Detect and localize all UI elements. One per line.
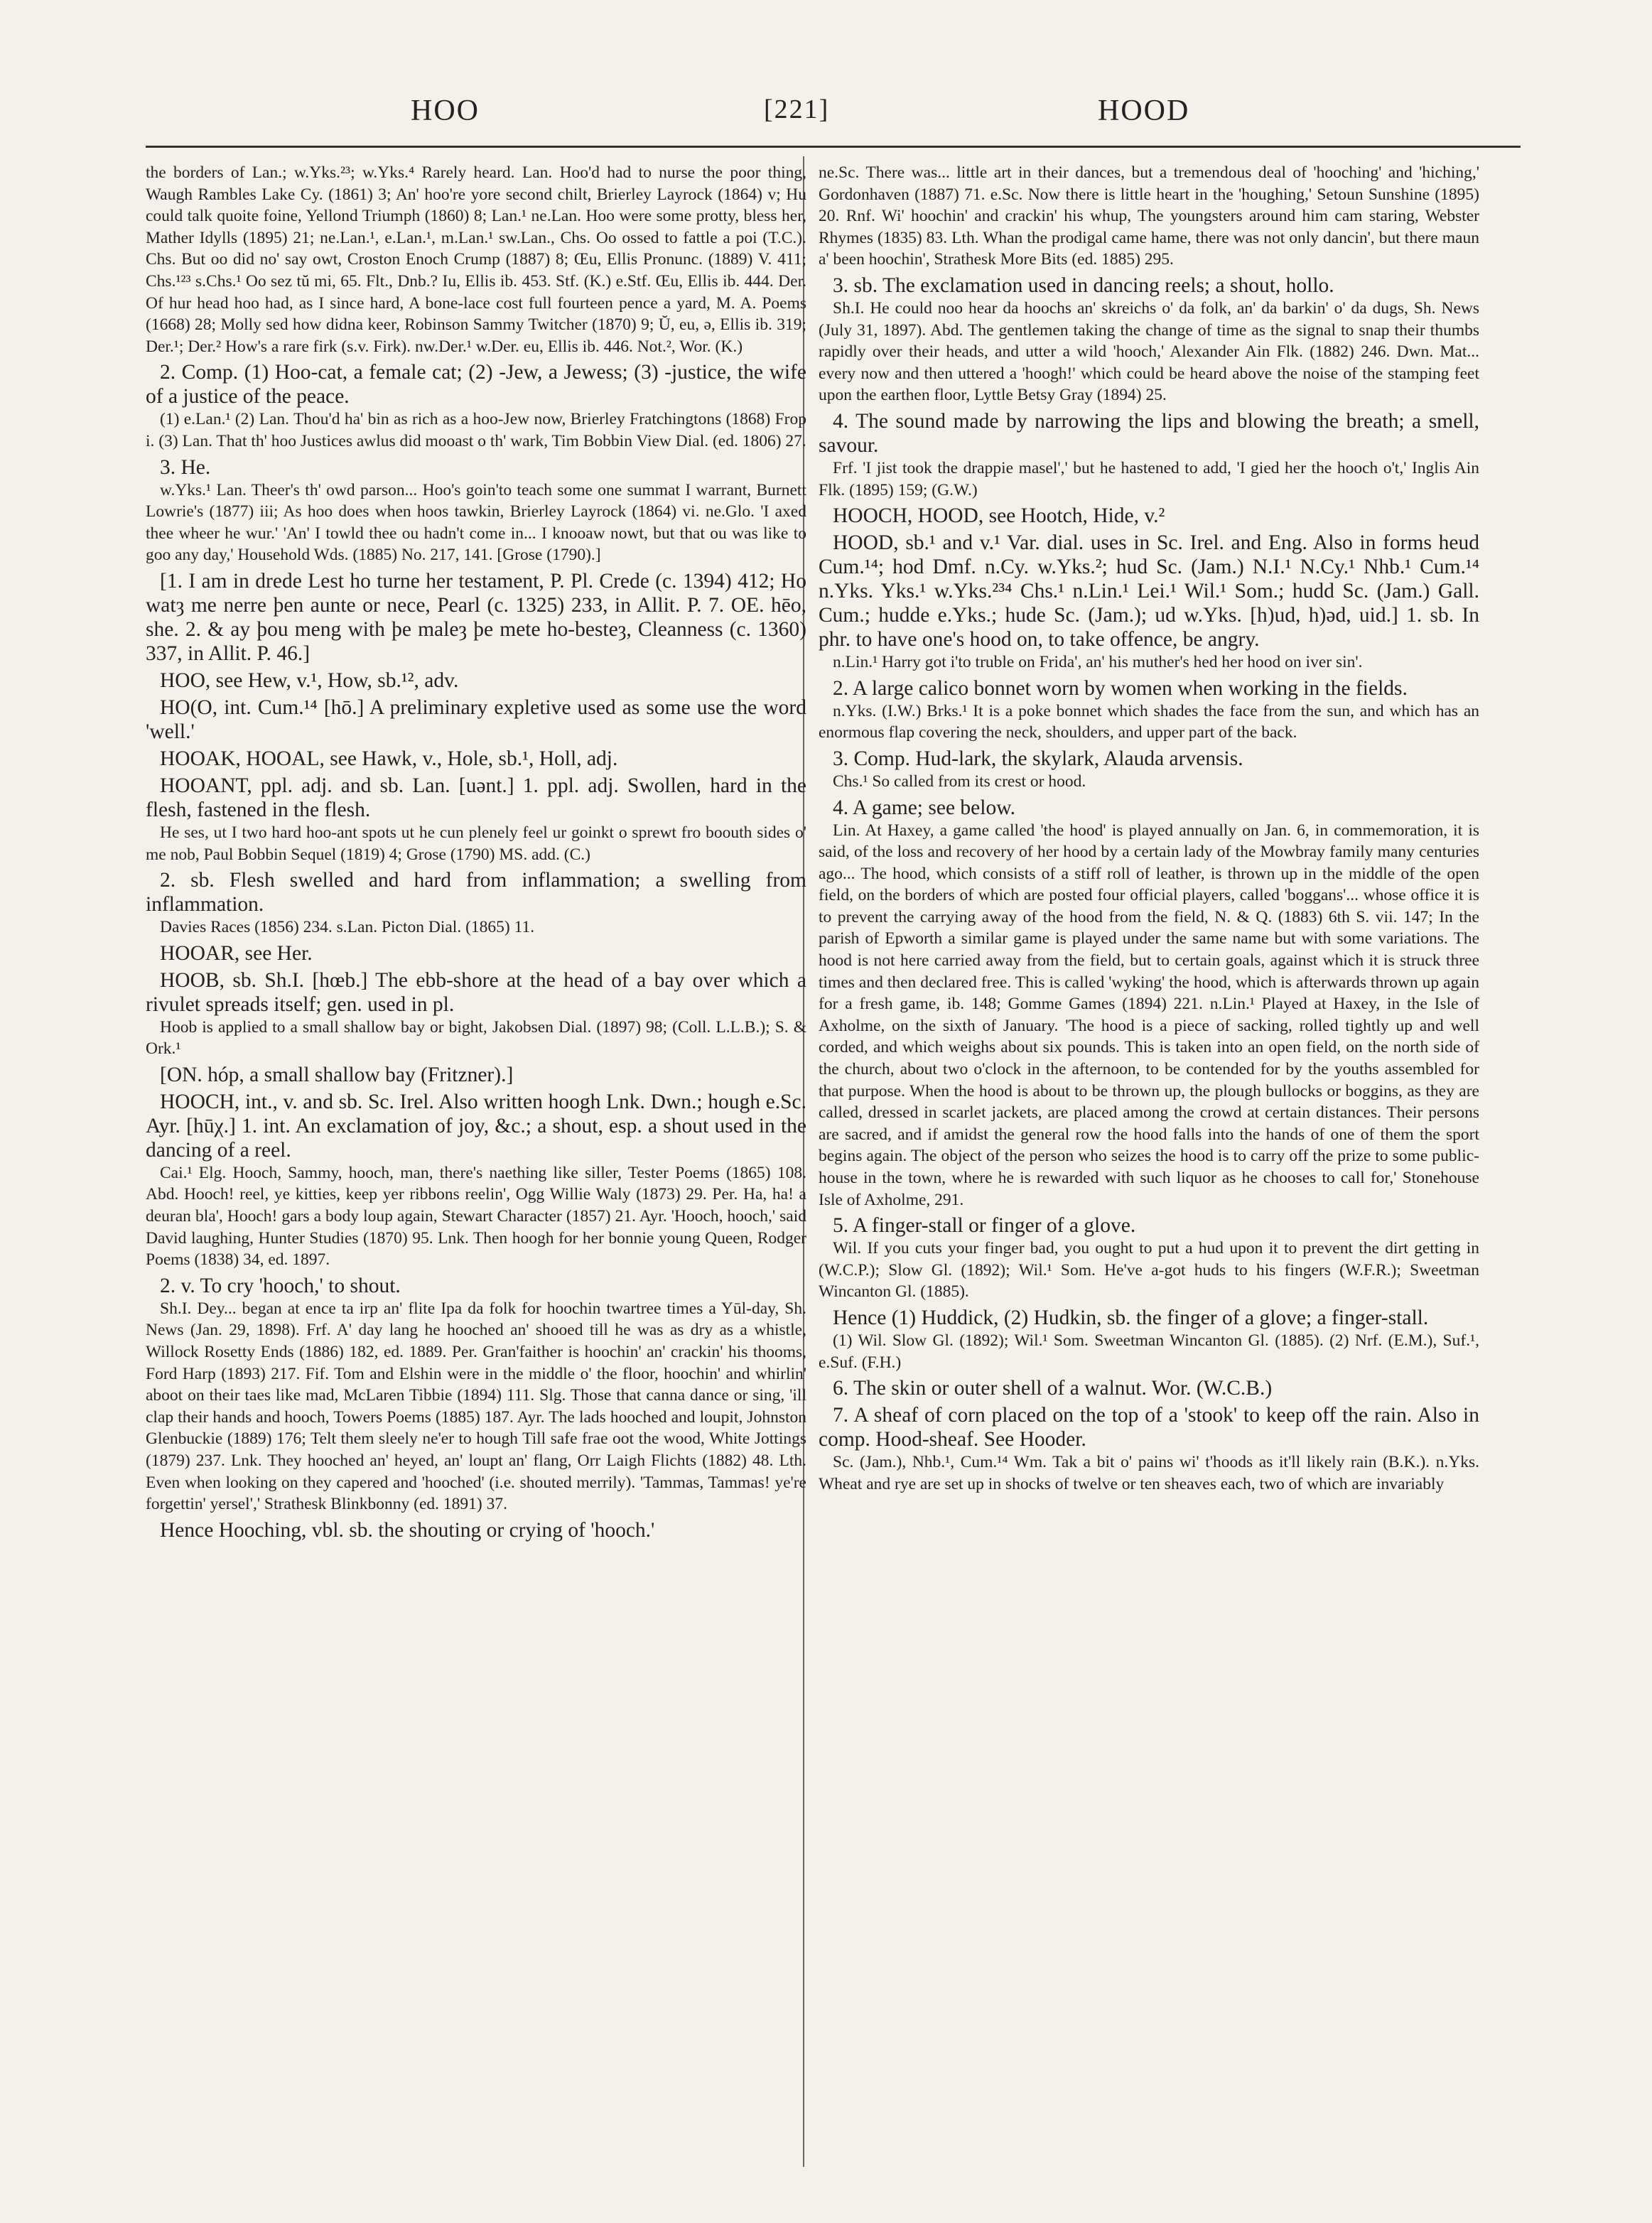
- entry-paragraph: HOO, see Hew, v.¹, How, sb.¹², adv.: [160, 669, 459, 692]
- entry-paragraph: 2. sb. Flesh swelled and hard from inflammation; a swelling from inflammation.: [146, 869, 806, 916]
- entry-paragraph: 3. sb. The exclamation used in dancing reels; a shout, hollo.: [833, 274, 1334, 297]
- entry-paragraph: 7. A sheaf of corn placed on the top of a 'stook' to keep off the rain. Also in comp. Hood-sheaf. See Hooder.: [819, 1404, 1479, 1451]
- entry-paragraph: 6. The skin or outer shell of a walnut. Wor. (W.C.B.): [833, 1377, 1273, 1400]
- entry-paragraph: 3. He.: [160, 455, 211, 479]
- citation-paragraph: Hoob is applied to a small shallow bay or bight, Jakobsen Dial. (1897) 98; (Coll. L.L.B.); S. & Ork.¹: [146, 1017, 806, 1059]
- citation-paragraph: Cai.¹ Elg. Hooch, Sammy, hooch, man, there's naething like siller, Tester Poems (1865) 108. Abd. Hooch! reel, ye kitties, keep yer ribbons reelin', Ogg Willie Waly (1873) 29. Per. Ha, ha! a deuran bla', Hooch! gars a body loup again, Stewart Character (1857) 21. Ayr. 'Hooch, hooch,' said David laughing, Hunter Studies (1870) 95. Lnk. Then hoogh for her bonnie young Queen, Rodger Poems (1838) 34, ed. 1897.: [146, 1163, 806, 1270]
- entry-paragraph: Hence (1) Huddick, (2) Hudkin, sb. the finger of a glove; a finger-stall.: [833, 1306, 1429, 1329]
- entry-paragraph: 2. Comp. (1) Hoo-cat, a female cat; (2) -Jew, a Jewess; (3) -justice, the wife of a justice of the peace.: [146, 361, 806, 409]
- entry-paragraph: 2. A large calico bonnet worn by women when working in the fields.: [833, 676, 1408, 700]
- citation-paragraph: (1) Wil. Slow Gl. (1892); Wil.¹ Som. Sweetman Wincanton Gl. (1885). (2) Nrf. (E.M.), Suf.¹, e.Suf. (F.H.): [819, 1331, 1479, 1372]
- citation-paragraph: n.Yks. (I.W.) Brks.¹ It is a poke bonnet which shades the face from the sun, and which has an enormous flap covering the neck, shoulders, and upper part of the back.: [819, 701, 1479, 742]
- citation-paragraph: He ses, ut I two hard hoo-ant spots ut he cun plenely feel ur goinkt o sprewt fro boouth sides o' me nob, Paul Bobbin Sequel (1819) 4; Grose (1790) MS. add. (C.): [146, 823, 806, 864]
- citation-paragraph: Sh.I. Dey... began at ence ta irp an' flite Ipa da folk for hoochin twartree times a Yūl-day, Sh. News (Jan. 29, 1898). Frf. A' day lang he hooched an' shooed till he was as dry as a whistle, Willock Rosetty Ends (1886) 182, ed. 1889. Per. Gran'faither is hoochin' an' crackin' his thooms, Ford Harp (1893) 217. Fif. Tom and Elshin were in the middle o' the floor, hoochin' and whirlin' aboot on their taes like mad, McLaren Tibbie (1894) 111. Slg. Those that canna dance or sing, 'ill clap their hands and hooch, Towers Poems (1885) 187. Ayr. The lads hooched and loupit, Johnston Glenbuckie (1889) 176; Telt them sleely ne'er to hough Till safe frae oot the wood, White Jottings (1879) 237. Lnk. They hooched an' heyed, an' loupt an' flang, Orr Laigh Flichts (1882) 48. Lth. Even when looking on they capered and 'hooched' (i.e. shouted merrily). 'Tammas, Tammas! ye're forgettin' yersel',' Strathesk Blinkbonny (ed. 1891) 37.: [146, 1299, 806, 1514]
- entry-paragraph: HOOCH, HOOD, see Hootch, Hide, v.²: [833, 504, 1165, 528]
- entry-paragraph: 4. A game; see below.: [833, 796, 1015, 819]
- citation-paragraph: Sh.I. He could noo hear da hoochs an' skreichs o' da folk, an' da barkin' o' da dugs, Sh. News (July 31, 1897). Abd. The gentlemen taking the change of time as the signal to snap their thumbs rapidly over their heads, and utter a wild 'hooch,' Alexander Ain Flk. (1882) 246. Dwn. Mat... every now and then uttered a 'hoogh!' which could be heard above the noise of the stamping feet upon the earthen floor, Lyttle Betsy Gray (1894) 25.: [819, 298, 1479, 405]
- citation-paragraph: Davies Races (1856) 234. s.Lan. Picton Dial. (1865) 11.: [160, 918, 535, 937]
- entry-paragraph: HO(O, int. Cum.¹⁴ [hō.] A preliminary expletive used as some use the word 'well.': [146, 696, 806, 743]
- continued-text: ne.Sc. There was... little art in their dances, but a tremendous deal of 'hooching' and 'hiching,' Gordonhaven (1887) 71. e.Sc. Now there is little heart in the 'houghing,' Setoun Sunshine (1895) 20. Rnf. Wi' hoochin' and crackin' his whup, The youngsters around him cam staring, Webster Rhymes (1835) 83. Lth. Whan the prodigal came hame, there was not only dancin', but there maun a' been hoochin', Strathesk More Bits (ed. 1885) 295.: [819, 163, 1479, 269]
- entry-paragraph: HOOAR, see Her.: [160, 941, 313, 965]
- entry-paragraph: HOOANT, ppl. adj. and sb. Lan. [uənt.] 1. ppl. adj. Swollen, hard in the flesh, fastened in the flesh.: [146, 774, 806, 821]
- citation-paragraph: Sc. (Jam.), Nhb.¹, Cum.¹⁴ Wm. Tak a bit o' pains wi' t'hoods as it'll likely rain (B.K.). n.Yks. Wheat and rye are set up in shocks of twelve or ten sheaves each, two of which are invariably: [819, 1453, 1479, 1493]
- entry-paragraph: 3. Comp. Hud-lark, the skylark, Alauda arvensis.: [833, 747, 1243, 770]
- header-rule: [146, 146, 1521, 148]
- entry-paragraph: [1. I am in drede Lest ho turne her testament, P. Pl. Crede (c. 1394) 412; Ho watȝ me nerre þen aunte or nece, Pearl (c. 1325) 233, in Allit. P. 7. OE. hēo, she. 2. & ay þou meng with þe maleȝ þe mete ho-besteȝ, Cleanness (c. 1360) 337, in Allit. P. 46.]: [146, 569, 806, 665]
- entry-paragraph: HOOCH, int., v. and sb. Sc. Irel. Also written hoogh Lnk. Dwn.; hough e.Sc. Ayr. [hūχ.] 1. int. An exclamation of joy, &c.; a shout, esp. a shout used in the dancing of a reel.: [146, 1090, 806, 1162]
- continued-text: the borders of Lan.; w.Yks.²³; w.Yks.⁴ Rarely heard. Lan. Hoo'd had to nurse the poor thing, Waugh Rambles Lake Cy. (1861) 3; An' hoo're yore second chilt, Brierley Layrock (1864) v; Hu could talk quoite foine, Yellond Triumph (1860) 8; Lan.¹ ne.Lan. Hoo were some protty, bless her, Mather Idylls (1895) 21; ne.Lan.¹, e.Lan.¹, m.Lan.¹ sw.Lan., Chs. Oo ossed to fattle a poi (T.C.). Chs. But oo did no' say owt, Croston Enoch Crump (1887) 8; Œu, Ellis Pronunc. (1889) V. 411; Chs.¹²³ s.Chs.¹ Oo sez tŭ mi, 65. Flt., Dnb.? Iu, Ellis ib. 453. Stf. (K.) e.Stf. Œu, Ellis ib. 444. Der. Of hur head hoo had, as I since hard, A bone-lace cost full fourteen pence a yard, M. A. Poems (1668) 28; Molly sed how didna keer, Robinson Sammy Twitcher (1870) 9; Ŭ, eu, ə, Ellis ib. 319; Der.¹; Der.² How's a rare firk (s.v. Firk). nw.Der.¹ w.Der. eu, Ellis ib. 446. Not.², Wor. (K.): [146, 163, 806, 356]
- left-column: [146, 162, 806, 1542]
- citation-paragraph: Lin. At Haxey, a game called 'the hood' is played annually on Jan. 6, in commemoration, it is said, of the loss and recovery of her hood by a certain lady of the Mowbray family many centuries ago... The hood, which consists of a stiff roll of leather, is thrown up in the middle of the open field, on the borders of which are posted four official players, called 'boggans'... whose office it is to prevent the carrying away of the hood from the field, N. & Q. (1883) 6th S. vii. 147; In the parish of Epworth a similar game is played under the same name but with some variations. The hood is not here carried away from the field, but to certain goals, against which it is struck three times and then declared free. This is called 'wyking' the hood, which is afterwards thrown up again for a fresh game, ib. 148; Gomme Games (1894) 221. n.Lin.¹ Played at Haxey, in the Isle of Axholme, on the sixth of January. 'The hood is a piece of sacking, rolled tightly up and well corded, and which weighs about six pounds. This is taken into an open field, on the north side of the church, about two o'clock in the afternoon, to be contended for by the youths assembled for that purpose. When the hood is about to be thrown up, the plough bullocks or boggins, as they are called, dressed in scarlet jackets, are placed among the crowd at certain distances. Their persons are sacred, and if amidst the general row the hood falls into the hands of one of them the sport begins again. The object of the person who seizes the hood is to carry off the prize to some public-house in the town, where he is rewarded with such liquor as he chooses to call for,' Stonehouse Isle of Axholme, 291.: [819, 821, 1479, 1209]
- citation-paragraph: Frf. 'I jist took the drappie masel',' but he hastened to add, 'I gied her the hooch o't,' Inglis Ain Flk. (1895) 159; (G.W.): [819, 458, 1479, 499]
- citation-paragraph: (1) e.Lan.¹ (2) Lan. Thou'd ha' bin as rich as a hoo-Jew now, Brierley Fratchingtons (1868) Frop i. (3) Lan. That th' hoo Justices awlus did mooast o th' wark, Tim Bobbin View Dial. (ed. 1806) 27.: [146, 410, 806, 450]
- entry-paragraph: HOOB, sb. Sh.I. [hœb.] The ebb-shore at the head of a bay over which a rivulet spreads itself; gen. used in pl.: [146, 968, 806, 1016]
- entry-paragraph: HOOAK, HOOAL, see Hawk, v., Hole, sb.¹, Holl, adj.: [160, 747, 618, 770]
- citation-paragraph: n.Lin.¹ Harry got i'to truble on Frida', an' his muther's hed her hood on iver sin'.: [833, 653, 1363, 672]
- right-column: [819, 162, 1479, 1495]
- citation-paragraph: w.Yks.¹ Lan. Theer's th' owd parson... Hoo's goin'to teach some one summat I warrant, Burnett Lowrie's (1877) iii; As hoo does when hoos tawkin, Brierley Layrock (1864) vi. ne.Glo. 'I axed thee wheer he wur.' 'An' I towld thee ou hadn't come in... I knooaw nowt, but that ou was like to goo any day,' Household Wds. (1885) No. 217, 141. [Grose (1790).]: [146, 480, 806, 565]
- entry-paragraph: HOOD, sb.¹ and v.¹ Var. dial. uses in Sc. Irel. and Eng. Also in forms heud Cum.¹⁴; hod Dmf. n.Cy. w.Yks.²; hud Sc. (Jam.) N.I.¹ N.Cy.¹ Nhb.¹ Cum.¹⁴ n.Yks. Yks.¹ w.Yks.²³⁴ Chs.¹ n.Lin.¹ Lei.¹ Wil.¹ Som.; hudd Sc. (Jam.) Gall. Cum.; hudde e.Yks.; hude Sc. (Jam.); ud w.Yks. [h)ud, h)əd, uid.] 1. sb. In phr. to have one's hood on, to take offence, be angry.: [819, 531, 1479, 651]
- entry-paragraph: Hence Hooching, vbl. sb. the shouting or crying of 'hooch.': [160, 1518, 655, 1542]
- entry-paragraph: 5. A finger-stall or finger of a glove.: [833, 1214, 1136, 1238]
- citation-paragraph: Wil. If you cuts your finger bad, you ought to put a hud upon it to prevent the dirt getting in (W.C.P.); Slow Gl. (1892); Wil.¹ Som. He've a-got huds to his fingers (W.F.R.); Sweetman Wincanton Gl. (1885).: [819, 1239, 1479, 1302]
- running-head-right: HOOD: [1098, 94, 1190, 127]
- entry-paragraph: 2. v. To cry 'hooch,' to shout.: [160, 1274, 401, 1297]
- page-number: [221]: [764, 94, 830, 124]
- entry-paragraph: 4. The sound made by narrowing the lips and blowing the breath; a smell, savour.: [819, 409, 1479, 457]
- citation-paragraph: Chs.¹ So called from its crest or hood.: [833, 772, 1086, 791]
- entry-paragraph: [ON. hóp, a small shallow bay (Fritzner).]: [160, 1063, 514, 1086]
- running-head-left: HOO: [411, 94, 480, 127]
